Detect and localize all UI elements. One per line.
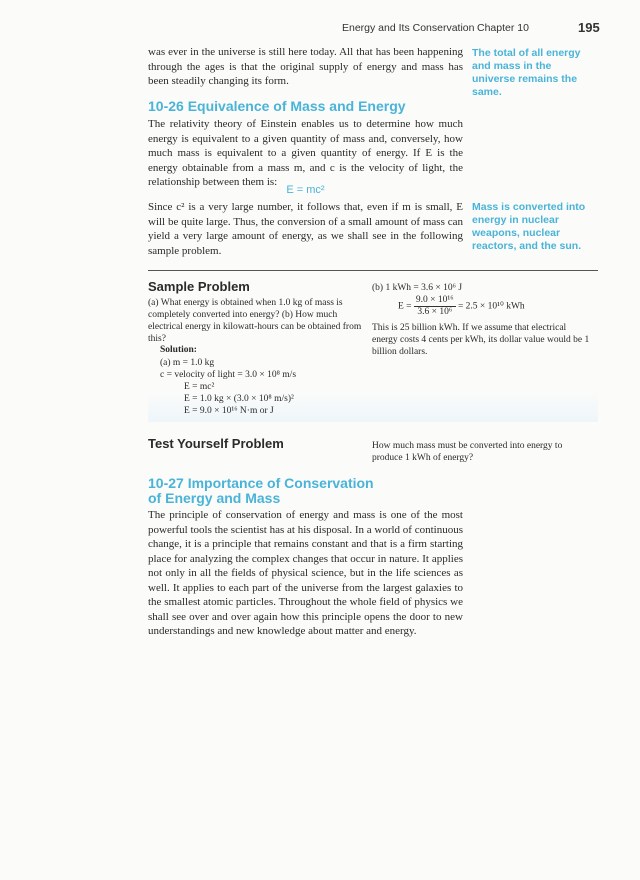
- page-number: 195: [578, 20, 600, 35]
- section-title-10-27-line1: 10-27 Importance of Conservation: [148, 475, 374, 491]
- intro-paragraph: was ever in the universe is still here today. All that has been happening through the ages is that the original supply of energy and mass has been steadily changing its form.: [148, 46, 463, 87]
- section-title-10-27-line2: of Energy and Mass: [148, 490, 281, 506]
- test-yourself-question: How much mass must be converted into energy to produce 1 kWh of energy?: [372, 441, 563, 463]
- section-10-26-para2: Since c² is a very large number, it follows that, even if m is small, E will be quite large. Thus, the conversion of a small amount of mass can yield a very large amount of energy, as we shall see in the following sample problem.: [148, 201, 463, 257]
- mass-energy-equation: E = mc²: [286, 184, 325, 196]
- solution-line-3: E = mc²: [184, 382, 215, 392]
- sample-problem-title: Sample Problem: [148, 279, 250, 294]
- running-title: Energy and Its Conservation: [342, 22, 475, 34]
- part-b-line: (b) 1 kWh = 3.6 × 10⁶ J: [372, 283, 463, 293]
- section-10-27-paragraph: The principle of conservation of energy and mass is one of the most powerful tools the scientist has at his disposal. In a world of continuous change, it is a principle that remains constant and that is a firm starting place for analyzing the complex changes that occur in nature. It applies not only in all the fields of physical science, but in the life sciences as well. It applies to each part of the universe from the largest galaxies to the smallest atomic particles. Throughout the whole field of physics we shall see over and over again how this principle opens the door to new understandings and new knowledge about matter and energy.: [148, 509, 463, 637]
- fraction-rhs: = 2.5 × 10¹⁰ kWh: [457, 301, 525, 312]
- solution-line-1: (a) m = 1.0 kg: [160, 358, 215, 368]
- chapter-label: Chapter 10: [477, 22, 529, 34]
- sample-problem-explanation: This is 25 billion kWh. If we assume that electrical energy costs 4 cents per kWh, its dollar value would be 1 billion dollars.: [372, 323, 590, 357]
- margin-note-total-energy: The total of all energy and mass in the universe remains the same.: [472, 47, 581, 98]
- section-title-10-26: 10-26 Equivalence of Mass and Energy: [148, 98, 406, 114]
- solution-label: Solution:: [160, 345, 197, 355]
- solution-line-4: E = 1.0 kg × (3.0 × 10⁸ m/s)²: [184, 394, 294, 404]
- fraction: [414, 295, 456, 318]
- kwh-fraction: [398, 295, 525, 318]
- fraction-lhs: E =: [398, 301, 412, 312]
- sample-problem-rule: [148, 270, 598, 271]
- margin-note-mass-converted: Mass is converted into energy in nuclear weapons, nuclear reactors, and the sun.: [472, 201, 586, 252]
- fraction-numerator: 9.0 × 10¹⁶: [415, 295, 454, 305]
- solution-line-2: c = velocity of light = 3.0 × 10⁸ m/s: [160, 370, 297, 380]
- test-yourself-title: Test Yourself Problem: [148, 436, 284, 451]
- sample-problem-question: (a) What energy is obtained when 1.0 kg of mass is completely converted into energy? (b) How much electrical energy in kilowatt-hours can be obtained from this?: [148, 298, 362, 344]
- solution-line-5: E = 9.0 × 10¹⁶ N·m or J: [184, 406, 274, 416]
- section-10-26-para1: The relativity theory of Einstein enables us to determine how much energy is equivalent to a given quantity of mass and, conversely, how much mass is equivalent to a given quantity of energy. If E is the energy obtainable from a mass m, and c is the velocity of light, the relationship between them is:: [148, 118, 463, 188]
- fraction-denominator: 3.6 × 10⁶: [417, 307, 453, 317]
